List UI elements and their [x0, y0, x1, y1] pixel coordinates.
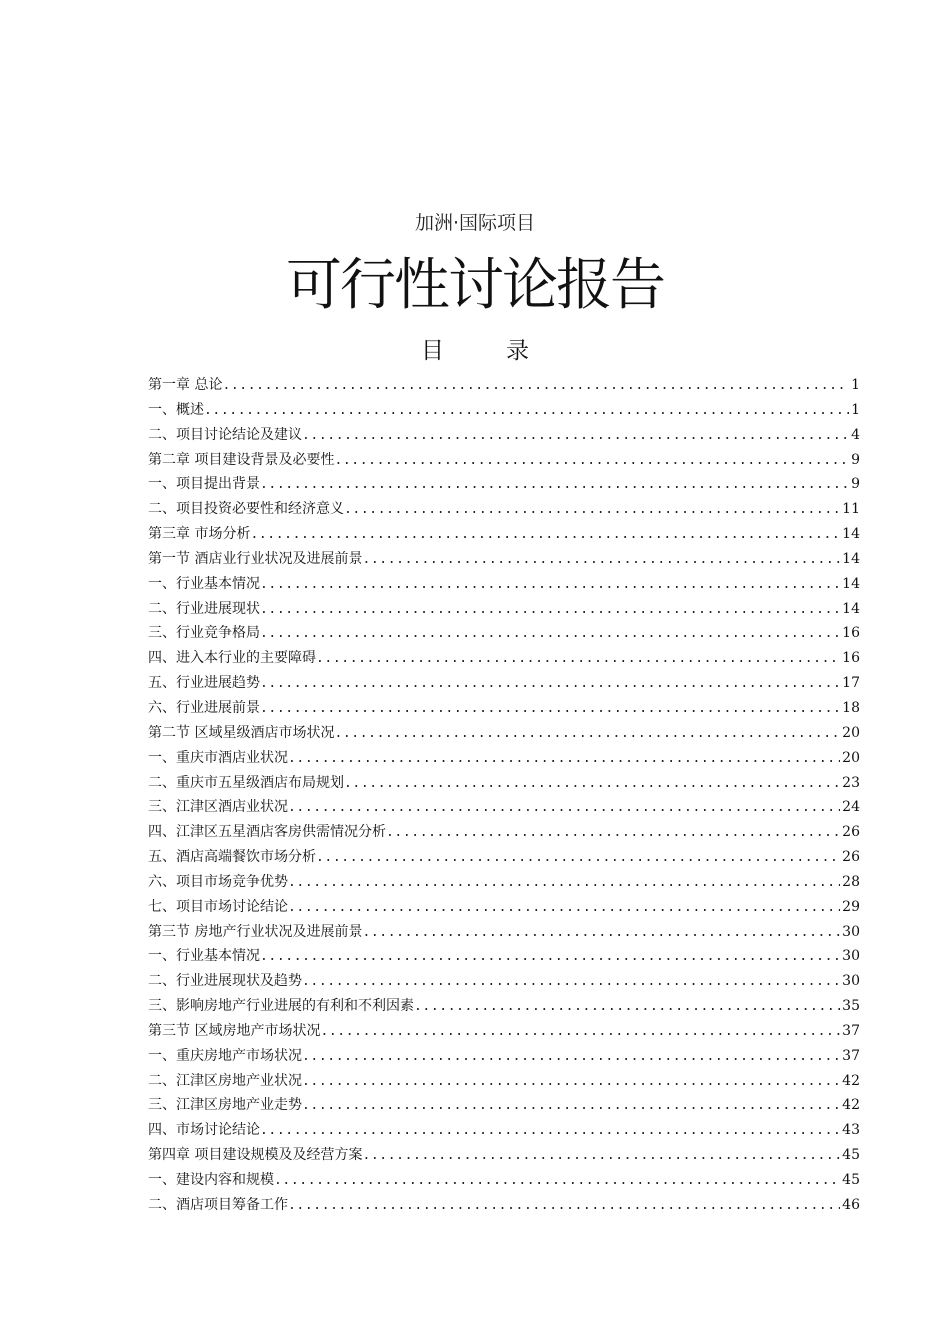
toc-entry[interactable]: [148, 746, 860, 771]
toc-entry[interactable]: [148, 1143, 860, 1168]
toc-entry-page: 37: [842, 1047, 860, 1064]
toc-entry-title: 一、建设内容和规模: [148, 1172, 274, 1188]
toc-entry[interactable]: [148, 472, 860, 497]
toc-entry[interactable]: [148, 646, 860, 671]
toc-entry[interactable]: [148, 969, 860, 994]
toc-entry-title: 第三章 市场分析: [148, 526, 251, 543]
toc-entry-page: 16: [842, 625, 860, 642]
toc-leader-dots: [274, 1169, 840, 1193]
toc-entry[interactable]: [148, 820, 860, 845]
toc-leader-dots: [316, 647, 840, 671]
toc-leader-dots: [362, 548, 840, 572]
toc-entry-page: 20: [842, 724, 860, 741]
toc-entry-page: 46: [842, 1196, 860, 1213]
toc-leader-dots: [302, 1094, 840, 1118]
toc-leader-dots: [316, 846, 840, 870]
toc-entry[interactable]: [148, 870, 860, 895]
toc-leader-dots: [414, 995, 840, 1019]
toc-entry[interactable]: [148, 621, 860, 646]
toc-entry-page: 30: [842, 923, 860, 940]
toc-leader-dots: [288, 1194, 840, 1218]
toc-leader-dots: [334, 722, 840, 746]
toc-entry-page: 14: [842, 600, 860, 617]
toc-heading: [0, 334, 950, 368]
toc-leader-dots: [260, 598, 840, 622]
toc-entry-page: 45: [842, 1172, 860, 1188]
toc-entry-title: 四、进入本行业的主要障碍: [148, 650, 316, 667]
toc-entry-title: 二、酒店项目筹备工作: [148, 1196, 288, 1213]
toc-entry[interactable]: [148, 1019, 860, 1044]
toc-entry-title: 一、重庆房地产市场状况: [148, 1047, 302, 1064]
document-title: 可行性讨论报告: [286, 253, 664, 318]
toc-entry-page: 9: [851, 476, 860, 493]
toc-entry-title: 一、重庆市酒店业状况: [148, 749, 288, 766]
toc-entry-title: 七、项目市场讨论结论: [148, 898, 288, 915]
toc-entry-title: 五、行业进展趋势: [148, 675, 260, 692]
toc-leader-dots: [260, 945, 840, 969]
toc-entry[interactable]: [148, 845, 860, 870]
toc-entry[interactable]: [148, 895, 860, 920]
toc-entry-title: 六、行业进展前景: [148, 699, 260, 716]
toc-leader-dots: [288, 796, 840, 820]
toc-entry-title: 第二章 项目建设背景及必要性: [148, 451, 335, 468]
toc-leader-dots: [320, 1020, 840, 1044]
toc-entry-title: 六、项目市场竞争优势: [148, 873, 288, 890]
toc-entry[interactable]: [148, 1118, 860, 1143]
toc-entry[interactable]: [148, 373, 860, 398]
toc-entry-page: 17: [842, 675, 860, 692]
toc-entry-title: 三、江津区房地产业走势: [148, 1097, 302, 1114]
toc-leader-dots: [260, 573, 840, 597]
toc-entry-page: 26: [842, 849, 860, 866]
toc-heading-char-1: 目: [421, 338, 444, 364]
toc-entry-page: 28: [842, 873, 860, 890]
toc-entry-title: 第三节 区域房地产市场状况: [148, 1022, 321, 1039]
toc-leader-dots: [344, 498, 840, 522]
toc-entry[interactable]: [148, 994, 860, 1019]
toc-leader-dots: [250, 523, 840, 547]
toc-entry-page: 14: [842, 526, 860, 543]
toc-leader-dots: [288, 896, 840, 920]
toc-entry-page: 4: [851, 426, 860, 443]
toc-entry[interactable]: [148, 696, 860, 721]
toc-entry-title: 第三节 房地产行业状况及进展前景: [148, 923, 363, 940]
toc-leader-dots: [260, 1119, 840, 1143]
toc-entry-page: 26: [842, 824, 860, 841]
toc-entry-title: 三、影响房地产行业进展的有利和不利因素: [148, 998, 414, 1015]
toc-entry-title: 四、江津区五星酒店客房供需情况分析: [148, 824, 386, 841]
toc-entry-page: 43: [842, 1122, 860, 1139]
toc-entry-page: 14: [842, 575, 860, 592]
toc-entry[interactable]: [148, 771, 860, 796]
document-subtitle: 加洲·国际项目: [414, 212, 536, 234]
toc-entry-title: 第一节 酒店业行业状况及进展前景: [148, 550, 363, 567]
toc-entry-page: 20: [842, 749, 860, 766]
toc-entry-title: 二、重庆市五星级酒店布局规划: [148, 774, 344, 791]
toc-leader-dots: [302, 1070, 840, 1094]
toc-entry[interactable]: [148, 1168, 860, 1193]
toc-leader-dots: [288, 747, 840, 771]
toc-entry[interactable]: [148, 1093, 860, 1118]
toc-entry-page: 45: [842, 1147, 860, 1164]
toc-entry-title: 二、项目投资必要性和经济意义: [148, 501, 344, 518]
toc-entry-title: 三、江津区酒店业状况: [148, 799, 288, 816]
toc-entry-title: 三、行业竞争格局: [148, 625, 260, 642]
toc-entry[interactable]: [148, 497, 860, 522]
toc-entry-page: 30: [842, 973, 860, 990]
toc-leader-dots: [302, 424, 849, 448]
toc-entry-title: 五、酒店高端餐饮市场分析: [148, 849, 316, 866]
toc-leader-dots: [260, 473, 849, 497]
toc-entry-title: 第一章 总论: [148, 377, 223, 393]
toc-leader-dots: [334, 449, 849, 473]
toc-entry-page: 37: [842, 1022, 860, 1039]
toc-entry-title: 四、市场讨论结论: [148, 1122, 260, 1139]
toc-leader-dots: [362, 921, 840, 945]
toc-entry-page: 24: [842, 799, 860, 816]
toc-entry[interactable]: [148, 1044, 860, 1069]
toc-entry[interactable]: [148, 423, 860, 448]
toc-entry[interactable]: [148, 547, 860, 572]
toc-leader-dots: [362, 1144, 840, 1168]
toc-leader-dots: [302, 970, 840, 994]
toc-entry[interactable]: [148, 920, 860, 945]
toc-entry[interactable]: [148, 944, 860, 969]
toc-entry-title: 二、行业进展现状: [148, 600, 260, 617]
toc-entry[interactable]: [148, 1069, 860, 1094]
toc-leader-dots: [222, 374, 849, 398]
toc-entry-title: 二、江津区房地产业状况: [148, 1072, 302, 1089]
toc-leader-dots: [302, 1045, 840, 1069]
toc-leader-dots: [260, 697, 840, 721]
toc-leader-dots: [260, 622, 840, 646]
toc-entry-title: 一、项目提出背景: [148, 476, 260, 493]
toc-entry[interactable]: [148, 671, 860, 696]
toc-entry-page: 29: [842, 898, 860, 915]
toc-entry-page: 30: [842, 948, 860, 965]
toc-entry-title: 一、行业基本情况: [148, 575, 260, 592]
table-of-contents: [148, 373, 860, 1218]
toc-entry-page: 35: [842, 998, 860, 1015]
toc-entry-title: 二、行业进展现状及趋势: [148, 973, 302, 990]
toc-leader-dots: [204, 399, 849, 423]
toc-leader-dots: [344, 772, 840, 796]
toc-entry-page: 14: [842, 550, 860, 567]
toc-entry-page: 42: [842, 1072, 860, 1089]
toc-entry-title: 第二节 区域星级酒店市场状况: [148, 724, 335, 741]
toc-heading-char-2: 录: [506, 338, 529, 364]
toc-entry-page: 11: [842, 501, 860, 518]
toc-entry-page: 18: [842, 699, 860, 716]
toc-entry-page: 1: [851, 401, 860, 418]
toc-entry[interactable]: [148, 597, 860, 622]
toc-entry-page: 1: [851, 377, 860, 393]
toc-entry-title: 一、概述: [148, 401, 204, 418]
toc-entry[interactable]: [148, 795, 860, 820]
toc-entry[interactable]: [148, 522, 860, 547]
toc-entry-title: 二、项目讨论结论及建议: [148, 426, 302, 443]
toc-entry-page: 23: [842, 774, 860, 791]
toc-entry[interactable]: [148, 448, 860, 473]
toc-entry[interactable]: [148, 398, 860, 423]
toc-entry[interactable]: [148, 572, 860, 597]
toc-entry-title: 一、行业基本情况: [148, 948, 260, 965]
toc-entry-page: 42: [842, 1097, 860, 1114]
toc-leader-dots: [288, 871, 840, 895]
toc-entry[interactable]: [148, 1193, 860, 1218]
toc-entry-page: 16: [842, 650, 860, 667]
toc-entry[interactable]: [148, 721, 860, 746]
toc-entry-page: 9: [851, 451, 860, 468]
toc-leader-dots: [386, 821, 840, 845]
toc-entry-title: 第四章 项目建设规模及及经营方案: [148, 1147, 363, 1164]
toc-leader-dots: [260, 672, 840, 696]
